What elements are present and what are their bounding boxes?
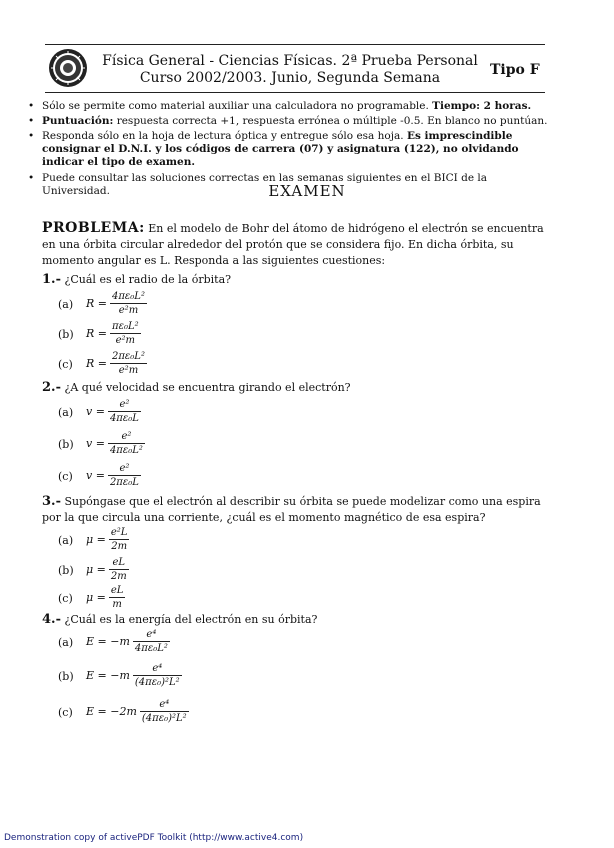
problem-text: En el modelo de Bohr del átomo de hidrógeno el electrón se encuentra en una órbita circular alrededor del protón que se considera fijo. En dicha órbita, su momento angular es L. Responda a las siguientes cuestiones: xyxy=(42,222,544,267)
bullet-icon: • xyxy=(28,172,35,184)
exam-title: EXAMEN xyxy=(268,182,346,200)
problem-title: PROBLEMA: xyxy=(42,220,145,236)
top-rule xyxy=(45,44,545,45)
header-bottom-rule xyxy=(45,92,545,93)
bullet-icon: • xyxy=(28,100,35,112)
question: 3.- Supóngase que el electrón al describir su órbita se puede modelizar como una espira por la que circula una corriente, ¿cuál es el momento magnético de esa espira? xyxy=(42,494,541,524)
university-seal-icon xyxy=(48,48,88,88)
header-subtitle: Curso 2002/2003. Junio, Segunda Semana xyxy=(139,70,441,86)
bullet-icon: • xyxy=(28,130,35,142)
bullet-icon: • xyxy=(28,115,35,127)
question: 1.- ¿Cuál es el radio de la órbita? xyxy=(42,272,232,287)
question: 4.- ¿Cuál es la energía del electrón en su órbita? xyxy=(42,612,318,627)
question: 2.- ¿A qué velocidad se encuentra girando el electrón? xyxy=(42,380,351,395)
exam-type: Tipo F xyxy=(490,62,540,78)
watermark-footer: Demonstration copy of activePDF Toolkit (http://www.active4.com) xyxy=(4,833,304,843)
header-title: Física General - Ciencias Físicas. 2ª Prueba Personal xyxy=(102,53,478,69)
problem-statement xyxy=(42,220,552,269)
